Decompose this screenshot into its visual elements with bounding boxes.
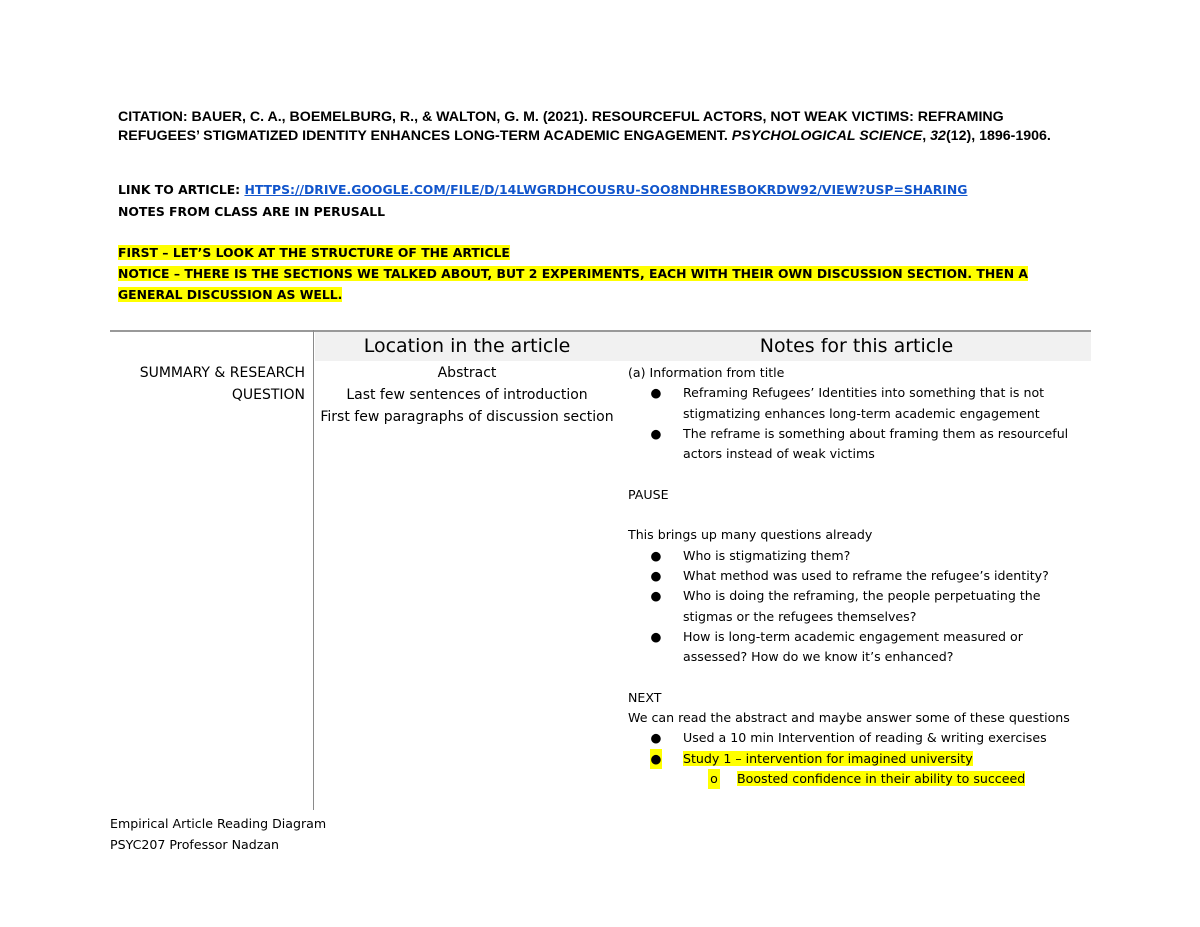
article-link[interactable]: HTTPS://DRIVE.GOOGLE.COM/FILE/D/14LWGRDHCOUSRU-SOO8NDHRESBOKRDW92/VIEW?USP=SHARING <box>244 182 968 197</box>
bullet-icon: ● <box>650 730 662 746</box>
journal-pages: , 1896-1906. <box>971 128 1051 144</box>
list-item: ● Who is doing the reframing, the people perpetuating the stigmas or the refugees themselves? <box>650 588 1041 624</box>
list-item <box>628 769 1088 789</box>
bullet-icon: ● <box>650 385 662 401</box>
list-item: ● Used a 10 min Intervention of reading & writing exercises <box>628 728 1088 748</box>
notes-header: Notes for this article <box>759 335 954 357</box>
abstract-intro: We can read the abstract and maybe answer some of these questions <box>628 710 1070 726</box>
journal-name: PSYCHOLOGICAL SCIENCE <box>731 128 923 144</box>
title-bullet-list <box>628 383 1088 464</box>
list-item: ● Reframing Refugees’ Identities into something that is not stigmatizing enhances long-term academic engagement <box>650 385 1045 421</box>
citation-sep: , <box>922 128 931 144</box>
perusall-note: NOTES FROM CLASS ARE IN PERUSALL <box>118 204 386 219</box>
citation-text: CITATION: BAUER, C. A., BOEMELBURG, R., & WALTON, G. M. (2021). RESOURCEFUL ACTORS, NOT WEAK VICTIMS: REFRAMING REFUGEES’ STIGMATIZED IDENTITY ENHANCES LONG-TERM ACADEMIC ENGAGEMENT. <box>118 109 1004 144</box>
list-item: ● The reframe is something about framing them as resourceful actors instead of weak victims <box>650 425 1069 462</box>
list-item: ● What method was used to reframe the refugee’s identity? <box>628 566 1088 586</box>
location-line: Abstract <box>437 365 497 381</box>
bullet-icon: ● <box>650 425 662 441</box>
location-cell <box>320 362 614 428</box>
highlighted-bullet: Study 1 – intervention for imagined university <box>683 750 973 766</box>
highlighted-sub-bullet: Boosted confidence in their ability to succeed <box>737 770 1026 786</box>
column-divider <box>313 330 314 810</box>
structure-highlight: FIRST – LET’S LOOK AT THE STRUCTURE OF THE ARTICLE <box>118 245 510 260</box>
location-line: Last few sentences of introduction <box>346 387 588 403</box>
title-info-heading: (a) Information from title <box>628 365 785 380</box>
sub-bullet-icon: o <box>708 769 720 789</box>
bullet-icon: ● <box>650 588 662 604</box>
journal-volume: 32 <box>930 128 946 144</box>
article-link-line <box>118 180 967 200</box>
question-bullet-list <box>628 546 1088 668</box>
link-label: LINK TO ARTICLE: <box>118 182 245 197</box>
footer-title: Empirical Article Reading Diagram <box>110 816 327 831</box>
footer-course: PSYC207 Professor Nadzan <box>110 837 280 852</box>
bullet-icon: ● <box>650 628 662 644</box>
bullet-icon: ● <box>650 749 662 769</box>
bullet-icon: ● <box>650 567 662 583</box>
page-footer <box>110 813 326 855</box>
next-label: NEXT <box>628 689 662 705</box>
row-label: SUMMARY & RESEARCH QUESTION <box>139 365 305 403</box>
sections-highlight: NOTICE – THERE IS THE SECTIONS WE TALKED ABOUT, BUT 2 EXPERIMENTS, EACH WITH THEIR OWN DISCUSSION SECTION. THEN A GENERAL DISCUSSION AS WELL. <box>118 266 1028 302</box>
abstract-bullet-list <box>628 728 1088 789</box>
bullet-icon: ● <box>650 547 662 563</box>
location-header: Location in the article <box>363 335 571 357</box>
highlighted-instructions <box>118 242 1078 305</box>
list-item <box>628 749 1088 769</box>
questions-intro: This brings up many questions already <box>628 527 873 543</box>
citation <box>118 108 1083 146</box>
journal-issue: (12) <box>945 128 972 144</box>
notes-cell <box>628 363 1088 789</box>
list-item: ● Who is stigmatizing them? <box>628 546 1088 566</box>
location-line: First few paragraphs of discussion section <box>320 409 614 425</box>
list-item: ● How is long-term academic engagement measured or assessed? How do we know it’s enhanced? <box>650 628 1023 665</box>
pause-label: PAUSE <box>628 486 669 502</box>
